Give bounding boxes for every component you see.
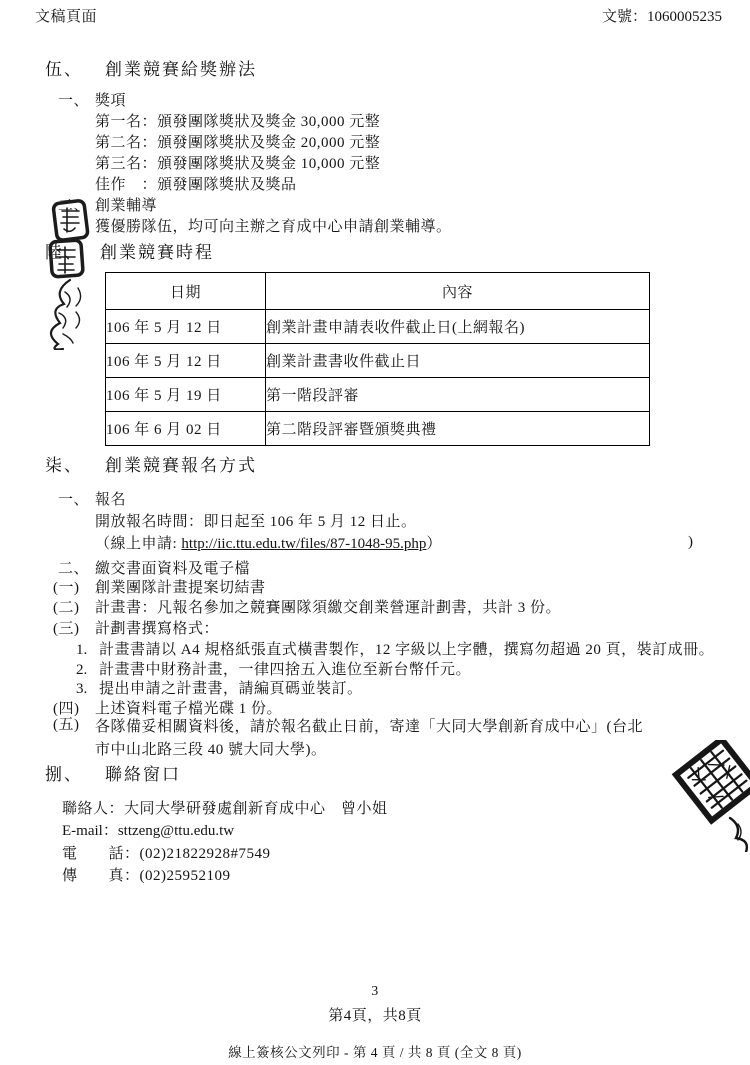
registration-period: 開放報名時間：即日起至 106 年 5 月 12 日止。 [95,514,417,530]
section7-number: 柒、 [45,456,83,475]
section5-number: 伍、 [45,60,83,79]
page-type-label: 文稿頁面 [35,9,98,25]
coaching-item-title: 創業輔導 [95,198,158,214]
submission-sub-text: 計畫書：凡報名參加之競賽團隊須繳交創業營運計劃書，共計 3 份。 [95,600,562,616]
prize-line: 佳作 ：頒發團隊獎狀及獎品 [95,177,297,193]
submission-sub-number: (一) [53,580,80,596]
schedule-table [105,272,650,446]
submission-sub-text: 計劃書撰寫格式： [95,621,220,637]
table-header-content: 內容 [266,273,650,310]
prize-line: 第二名：頒發團隊獎狀及獎金 20,000 元整 [95,135,381,151]
format-step-number: 3. [76,681,88,697]
contact-email: E-mail：sttzeng@ttu.edu.tw [62,823,235,839]
online-application-prefix: （線上申請: [95,536,182,552]
prize-line: 第一名：頒發團隊獎狀及獎金 30,000 元整 [95,114,381,130]
table-row [106,344,650,378]
coaching-text: 獲優勝隊伍，均可向主辦之育成中心申請創業輔導。 [95,219,452,235]
submission-sub-text: 各隊備妥相關資料後，請於報名截止日前，寄達「大同大學創新育成中心」(台北市中山北路三段 40 號大同大學)。 [95,719,643,758]
submission-item-title: 繳交書面資料及電子檔 [95,561,251,577]
submission-sub-number: (三) [53,621,80,637]
schedule-content: 創業計畫申請表收件截止日(上網報名) [266,310,650,344]
prize-line: 第三名：頒發團隊獎狀及獎金 10,000 元整 [95,156,381,172]
format-step-number: 2. [76,662,88,678]
schedule-content: 創業計畫書收件截止日 [266,344,650,378]
section8-number: 捌、 [45,765,83,784]
doc-number-label: 文號：1060005235 [601,9,722,25]
contact-person: 聯絡人：大同大學研發處創新育成中心 曾小姐 [62,801,388,817]
schedule-date: 106 年 5 月 19 日 [106,378,266,412]
online-application-suffix: ） [426,536,442,552]
section5-title: 創業競賽給獎辦法 [105,60,257,79]
format-step-text: 提出申請之計畫書，請編頁碼並裝訂。 [99,681,363,697]
table-header-row [106,273,650,310]
submission-sub-number: (五) [53,717,80,733]
submission-item-number: 二、 [58,561,90,577]
table-row [106,378,650,412]
contact-fax: 傳 真：(02)25952109 [62,868,231,884]
print-info-label: 線上簽核公文列印 - 第 4 頁 / 共 8 頁 (全文 8 頁) [228,1045,522,1060]
section6-number: 陸、 [45,243,83,262]
submission-sub-text: 創業團隊計畫提案切結書 [95,580,266,596]
page-x-of-y-label: 第4頁，共8頁 [328,1008,422,1024]
document-page-number: 3 [371,984,379,999]
format-step-text: 計畫書請以 A4 規格紙張直式橫書製作，12 字級以上字體，撰寫勿超過 20 頁，裝訂成冊。 [99,642,715,658]
contact-phone: 電 話：(02)21822928#7549 [62,846,271,862]
schedule-content: 第二階段評審暨頒獎典禮 [266,412,650,446]
submission-sub-number: (二) [53,600,80,616]
coaching-item-number: 二、 [58,198,90,214]
prizes-item-title: 獎項 [95,93,127,109]
format-step-number: 1. [76,642,88,658]
format-step-text: 計畫書中財務計畫，一律四捨五入進位至新台幣仟元。 [99,662,472,678]
prizes-item-number: 一、 [58,93,90,109]
submission-sub-number: (四) [53,701,80,717]
stray-paren: ) [688,534,694,550]
table-row [106,310,650,344]
schedule-date: 106 年 5 月 12 日 [106,344,266,378]
registration-item-number: 一、 [58,492,90,508]
online-application-link[interactable]: http://iic.ttu.edu.tw/files/87-1048-95.php [181,536,427,552]
right-ink-seal-stamp [660,740,750,852]
submission-sub-text: 上述資料電子檔光碟 1 份。 [95,701,283,717]
section8-title: 聯絡窗口 [105,765,181,784]
section6-title: 創業競賽時程 [100,243,214,262]
schedule-content: 第一階段評審 [266,378,650,412]
schedule-date: 106 年 5 月 12 日 [106,310,266,344]
section7-title: 創業競賽報名方式 [105,456,257,475]
table-row [106,412,650,446]
online-application-line [95,535,442,554]
schedule-date: 106 年 6 月 02 日 [106,412,266,446]
registration-item-title: 報名 [95,492,127,508]
table-header-date: 日期 [106,273,266,310]
